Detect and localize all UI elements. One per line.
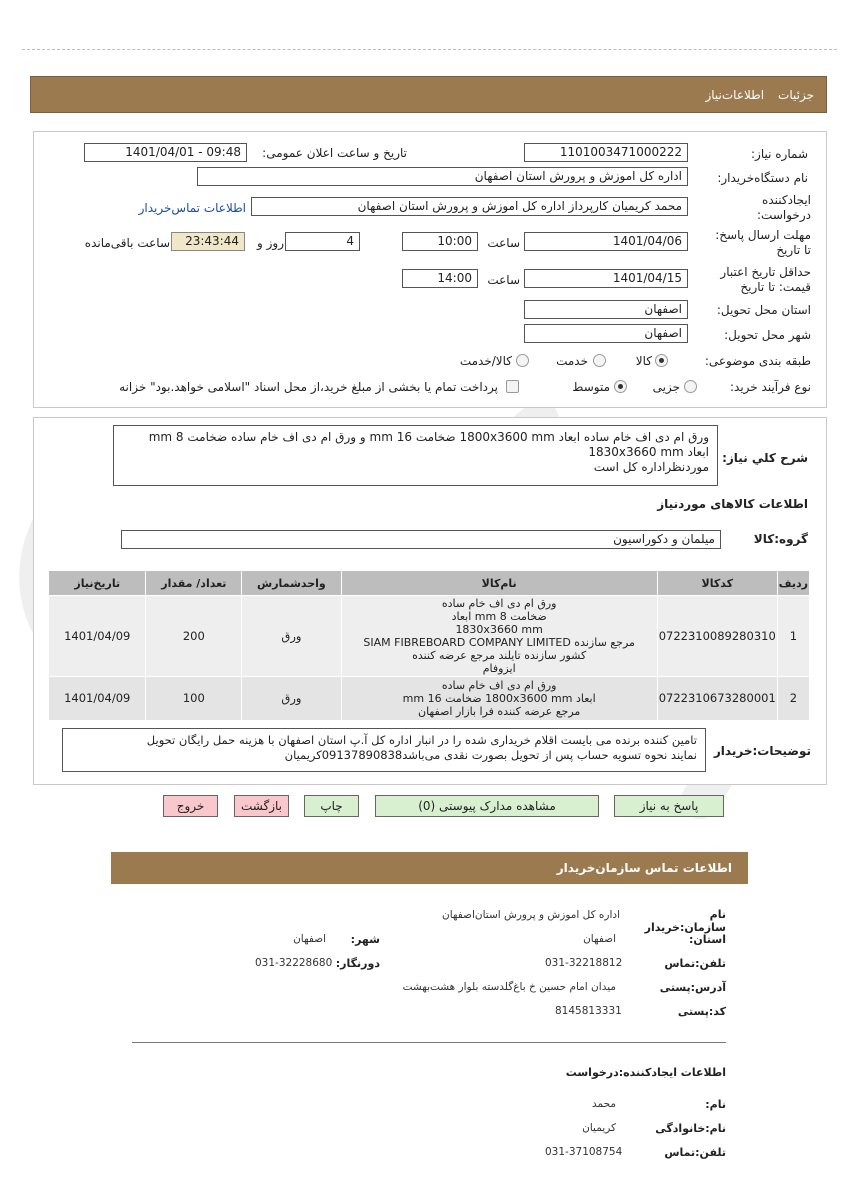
name-line: ضخامت 8 mm ابعاد: [451, 610, 547, 623]
buyer-notes-line-2: نمایند نحوه تسویه حساب پس از تحویل بصورت نقدی می‌باشد09137890838کریمیان: [284, 748, 697, 762]
creator-phone-label: تلفن:تماس: [664, 1146, 726, 1159]
deadline-time-field: 10:00: [402, 232, 478, 251]
city-field: اصفهان: [524, 324, 688, 343]
col-code: کدکالا: [657, 571, 777, 596]
remaining-label: ساعت باقی‌مانده: [84, 236, 170, 250]
creator-phone-value: 031-37108754: [545, 1146, 623, 1158]
announce-label: تاریخ و ساعت اعلان عمومی:: [262, 146, 407, 160]
attachments-button[interactable]: مشاهده مدارک پیوستی (0): [375, 795, 599, 817]
name-line: مرجع عرضه کننده فرا بازار اصفهان: [418, 705, 581, 718]
col-row: ردیف: [777, 571, 809, 596]
tab-details[interactable]: جزئیات: [778, 87, 814, 102]
deadline-label: مهلت ارسال پاسخ: تا تاریخ: [715, 228, 811, 257]
announce-field: 1401/04/01 - 09:48: [84, 143, 247, 162]
summary-line-3: موردنظراداره کل است: [593, 460, 709, 474]
validity-date-field: 1401/04/15: [524, 269, 688, 288]
buyer-field: اداره کل اموزش و پرورش استان اصفهان: [197, 167, 688, 186]
remaining-field: 23:43:44: [171, 232, 245, 251]
buyer-contact-link[interactable]: اطلاعات تماس‌خریدار: [138, 201, 246, 215]
city-label: شهر محل تحویل:: [724, 328, 811, 342]
treasury-payment-label: پرداخت تمام یا بخشی از مبلغ خرید،از محل اسناد "اسلامی خواهد.بود" خزانه: [119, 380, 498, 394]
contact-divider: [132, 1042, 726, 1043]
creator-field: محمد کریمیان کارپرداز اداره کل اموزش و پرورش استان اصفهان: [251, 197, 688, 216]
buyer-notes-line-1: تامین کننده برنده می بایست اقلام خریداری شده را در انبار اداره کل آ.پ استان اصفهان با هزینه حمل رایگان تحویل: [146, 733, 697, 747]
name-line: ورق ام دی اف خام ساده: [441, 679, 557, 692]
category-goods-label: کالا: [635, 354, 652, 368]
cell-row: 2: [777, 677, 809, 721]
phone-value: 031-32218812: [545, 957, 623, 969]
cell-qty: 200: [146, 596, 242, 677]
province-contact-label: استان:: [689, 933, 726, 946]
col-unit: واحدشمارش: [242, 571, 341, 596]
address-value: میدان امام حسین خ باغ‌گلدسته بلوار هشت‌بهشت: [402, 981, 616, 993]
reply-button[interactable]: پاسخ به نیاز: [614, 795, 724, 817]
name-line: کشور سازنده تایلند مرجع عرضه کننده: [412, 649, 587, 662]
buyer-label: نام دستگاه‌خریدار:: [717, 171, 808, 185]
category-goods-radio[interactable]: [655, 354, 668, 367]
city-contact-value: اصفهان: [293, 933, 326, 945]
fax-label: دورنگار:: [335, 957, 380, 970]
exit-button[interactable]: خروج: [163, 795, 218, 817]
name-line: مرجع سازنده SIAM FIBREBOARD COMPANY LIMITED: [363, 636, 635, 649]
name-value: محمد: [592, 1098, 616, 1110]
cell-name: [341, 596, 657, 677]
creator-info-title: اطلاعات ایجاد‌کننده:درخواست: [565, 1066, 726, 1079]
table-row: [49, 677, 810, 721]
province-field: اصفهان: [524, 300, 688, 319]
process-medium-label: متوسط: [572, 380, 610, 394]
family-value: کریمیان: [582, 1122, 616, 1134]
phone-label: تلفن:تماس: [664, 957, 726, 970]
buyer-contact-title: اطلاعات تماس سازمان‌خریدار: [111, 852, 748, 884]
cell-name: [341, 677, 657, 721]
goods-table: [48, 570, 810, 721]
category-goods-service-radio[interactable]: [516, 354, 529, 367]
cell-code: 0722310673280001: [657, 677, 777, 721]
cell-unit: ورق: [242, 596, 341, 677]
summary-line-1: ورق ام دی اف خام ساده ابعاد 1800x3600 mm ضخامت 16 mm و ورق ام دی اف خام ساده ضخامت 8 mm: [148, 430, 709, 444]
col-date: تاریخ‌نیاز: [49, 571, 146, 596]
process-partial-radio[interactable]: [684, 380, 697, 393]
goods-group-field: میلمان و دکوراسیون: [121, 530, 721, 549]
creator-label: ایجادکننده درخواست:: [757, 193, 811, 222]
goods-title: اطلاعات کالاهای موردنیاز: [657, 497, 808, 511]
cell-date: 1401/04/09: [49, 596, 146, 677]
table-row: [49, 596, 810, 677]
org-label: نام سازمان:خریدار: [644, 908, 726, 934]
fax-value: 031-32228680: [255, 957, 333, 969]
cell-code: 0722310089280310: [657, 596, 777, 677]
cell-date: 1401/04/09: [49, 677, 146, 721]
process-label: نوع فرآیند خرید:: [730, 380, 811, 394]
address-label: آدرس:پستی: [659, 981, 726, 994]
print-button[interactable]: چاپ: [304, 795, 359, 817]
name-line: ورق ام دی اف خام ساده: [441, 597, 557, 610]
name-line: ایزوفام: [482, 662, 516, 675]
cell-unit: ورق: [242, 677, 341, 721]
name-line: 1830x3660 mm: [455, 623, 543, 636]
process-medium-radio[interactable]: [614, 380, 627, 393]
org-value: اداره کل اموزش و پرورش استان‌اصفهان: [441, 909, 620, 921]
buyer-notes-box: [62, 728, 706, 772]
province-contact-value: اصفهان: [583, 933, 616, 945]
cell-qty: 100: [146, 677, 242, 721]
treasury-payment-checkbox[interactable]: [506, 380, 519, 393]
summary-line-2: ابعاد 1830x3660 mm: [588, 445, 709, 459]
family-label: نام:خانوادگی: [655, 1122, 726, 1135]
need-number-field: 1101003471000222: [524, 143, 688, 162]
category-label: طبقه بندی موضوعی:: [704, 354, 811, 368]
days-field: 4: [285, 232, 360, 251]
deadline-date-field: 1401/04/06: [524, 232, 688, 251]
col-name: نام‌کالا: [341, 571, 657, 596]
summary-label: شرح کلي نياز:: [722, 451, 808, 465]
col-qty: تعداد/ مقدار: [146, 571, 242, 596]
postal-label: کد:پستی: [677, 1005, 726, 1018]
buyer-notes-label: توضیحات:خریدار: [713, 744, 811, 758]
tab-need-info[interactable]: اطلاعات‌نیاز: [705, 87, 765, 102]
category-goods-service-label: کالا/خدمت: [459, 354, 512, 368]
category-service-label: خدمت: [556, 354, 588, 368]
validity-label: حداقل تاریخ اعتبار قیمت: تا تاریخ: [720, 265, 811, 294]
deadline-time-label: ساعت: [487, 236, 520, 250]
back-button[interactable]: بازگشت: [234, 795, 289, 817]
province-label: استان محل تحویل:: [716, 303, 811, 317]
goods-group-label: گروه:کالا: [753, 532, 808, 546]
name-line: ابعاد 1800x3600 mm ضخامت 16 mm: [402, 692, 596, 705]
process-partial-label: جزیی: [652, 380, 680, 394]
top-divider: [22, 49, 837, 50]
need-number-label: شماره نیاز:: [751, 147, 808, 161]
validity-time-field: 14:00: [402, 269, 478, 288]
days-label: روز و: [257, 236, 284, 250]
cell-row: 1: [777, 596, 809, 677]
category-service-radio[interactable]: [593, 354, 606, 367]
header-tabs: [30, 76, 827, 113]
validity-time-label: ساعت: [487, 273, 520, 287]
name-label: نام:: [705, 1098, 726, 1111]
postal-value: 8145813331: [555, 1005, 622, 1017]
summary-box: [113, 425, 718, 486]
city-contact-label: شهر:: [350, 933, 380, 946]
